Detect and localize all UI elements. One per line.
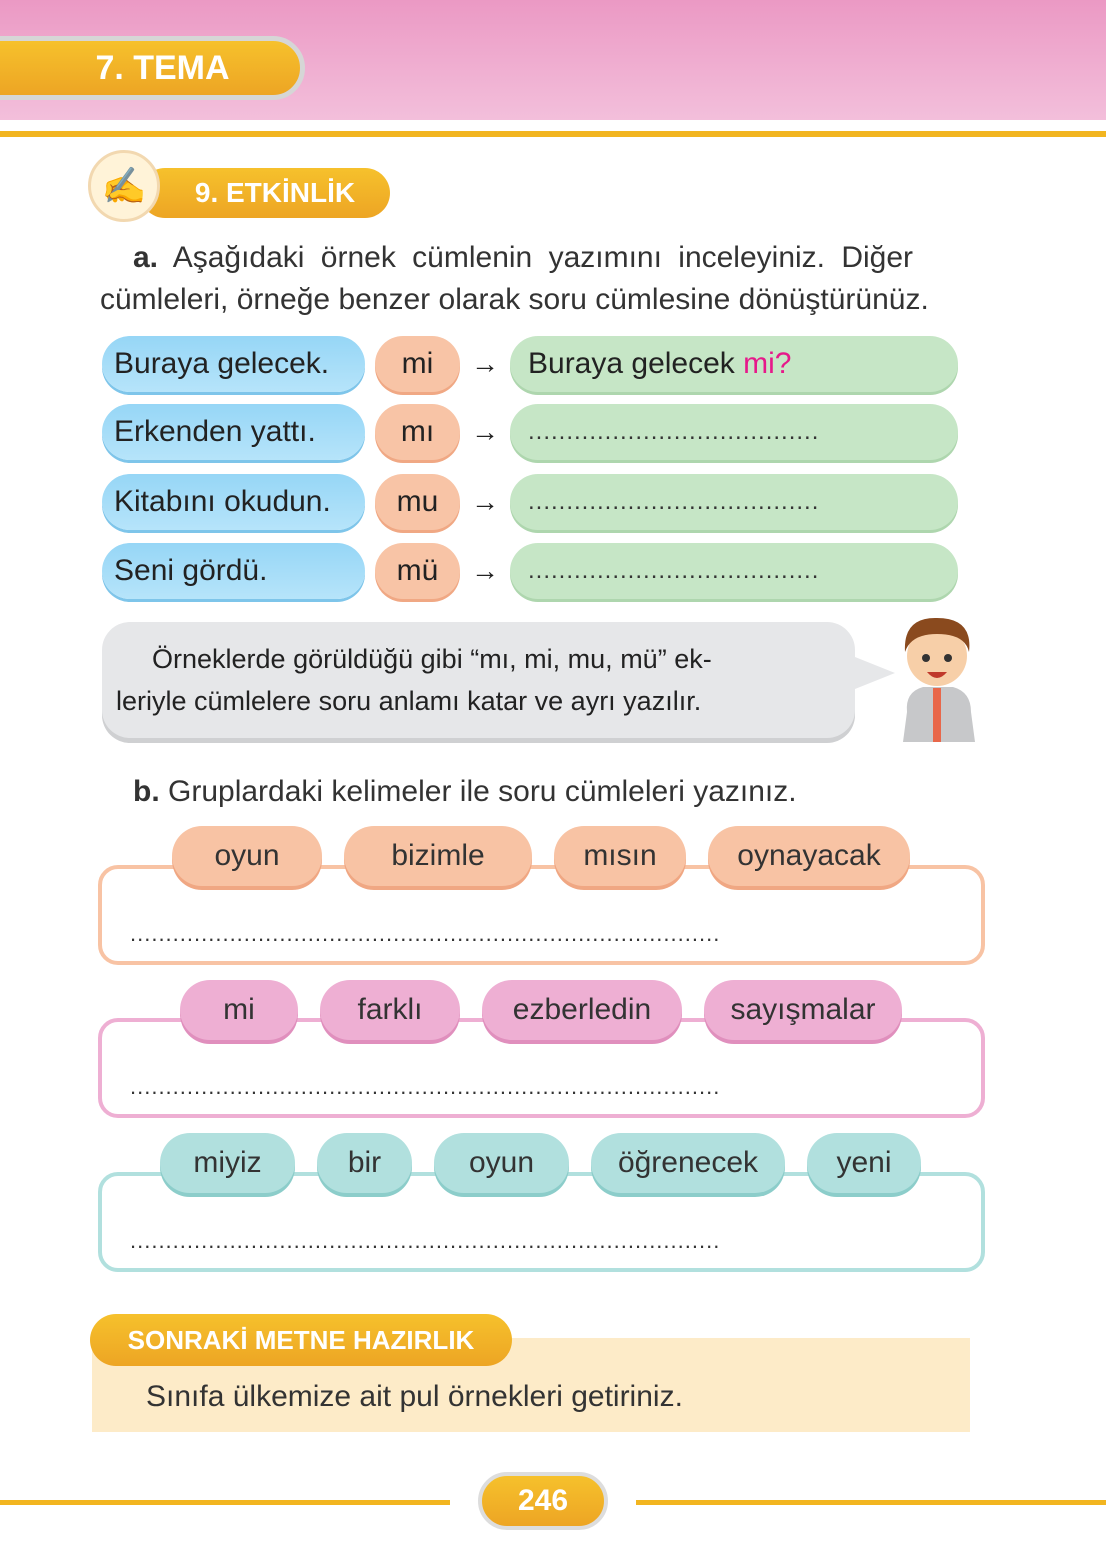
info-speech-bubble bbox=[102, 622, 855, 738]
arrow-right-icon: → bbox=[471, 348, 499, 379]
instruction-a bbox=[133, 240, 913, 276]
footer-line-left bbox=[0, 1500, 450, 1505]
answer-field[interactable] bbox=[510, 404, 958, 460]
label-a: a. bbox=[133, 241, 159, 274]
word-chip: oyun bbox=[434, 1133, 569, 1193]
answer-dots: ...................................... bbox=[528, 557, 820, 584]
word-chip: öğrenecek bbox=[591, 1133, 785, 1193]
girl-writing-icon: ✍ bbox=[88, 150, 160, 222]
word-chip: miyiz bbox=[160, 1133, 295, 1193]
sentence: Kitabını okudun. bbox=[102, 474, 365, 530]
answer-dots: ...................................... bbox=[528, 418, 820, 445]
page-number: 246 bbox=[478, 1472, 608, 1530]
theme-badge: 7. TEMA bbox=[0, 36, 305, 100]
exercise-row bbox=[102, 543, 958, 599]
exercise-row bbox=[102, 474, 958, 530]
speech-bubble-tail bbox=[850, 655, 895, 691]
sentence: Buraya gelecek. bbox=[102, 336, 365, 392]
answer-dots: ...................................... bbox=[528, 488, 820, 515]
note-line2: leriyle cümlelere soru anlamı katar ve ayrı yazılır. bbox=[116, 686, 702, 716]
footer-line-right bbox=[636, 1500, 1106, 1505]
answer-dots: ................................................................................... bbox=[130, 1074, 721, 1099]
example-row bbox=[102, 336, 958, 392]
answer-highlight: mi? bbox=[743, 347, 792, 380]
word-chip: oyun bbox=[172, 826, 322, 886]
answer-text: Buraya gelecek bbox=[528, 347, 744, 380]
instruction-a-text: Aşağıdaki örnek cümlenin yazımını inceleyiniz. Diğer bbox=[172, 241, 914, 274]
particle: mü bbox=[375, 543, 460, 599]
next-lesson-badge: SONRAKİ METNE HAZIRLIK bbox=[90, 1314, 512, 1366]
particle: mu bbox=[375, 474, 460, 530]
header-divider bbox=[0, 131, 1106, 137]
arrow-right-icon: → bbox=[471, 486, 499, 517]
next-lesson-text: Sınıfa ülkemize ait pul örnekleri getiriniz. bbox=[146, 1380, 683, 1413]
label-b: b. bbox=[133, 775, 160, 808]
word-chip: ezberledin bbox=[482, 980, 682, 1040]
answer-field[interactable] bbox=[510, 543, 958, 599]
activity-badge: 9. ETKİNLİK bbox=[140, 168, 390, 218]
particle: mi bbox=[375, 336, 460, 392]
boy-character-icon bbox=[895, 612, 980, 747]
sentence: Erkenden yattı. bbox=[102, 404, 365, 460]
word-chip: bizimle bbox=[344, 826, 532, 886]
particle: mı bbox=[375, 404, 460, 460]
sentence: Seni gördü. bbox=[102, 543, 365, 599]
arrow-right-icon: → bbox=[471, 555, 499, 586]
note-line1: Örneklerde görüldüğü gibi “mı, mi, mu, mü” ek- bbox=[152, 644, 712, 674]
answer-example bbox=[510, 336, 958, 392]
exercise-row bbox=[102, 404, 958, 460]
instruction-b-text: Gruplardaki kelimeler ile soru cümleleri yazınız. bbox=[168, 775, 797, 808]
answer-dots: ................................................................................... bbox=[130, 1228, 721, 1253]
answer-dots: ................................................................................... bbox=[130, 921, 721, 946]
word-chip: sayışmalar bbox=[704, 980, 902, 1040]
answer-field[interactable] bbox=[510, 474, 958, 530]
word-chip: yeni bbox=[807, 1133, 921, 1193]
word-chip: mısın bbox=[554, 826, 686, 886]
instruction-b bbox=[133, 774, 797, 810]
arrow-right-icon: → bbox=[471, 416, 499, 447]
word-chip: farklı bbox=[320, 980, 460, 1040]
word-chip: bir bbox=[317, 1133, 412, 1193]
word-chip: oynayacak bbox=[708, 826, 910, 886]
word-chip: mi bbox=[180, 980, 298, 1040]
instruction-a-line2: cümleleri, örneğe benzer olarak soru cümlesine dönüştürünüz. bbox=[100, 283, 929, 316]
